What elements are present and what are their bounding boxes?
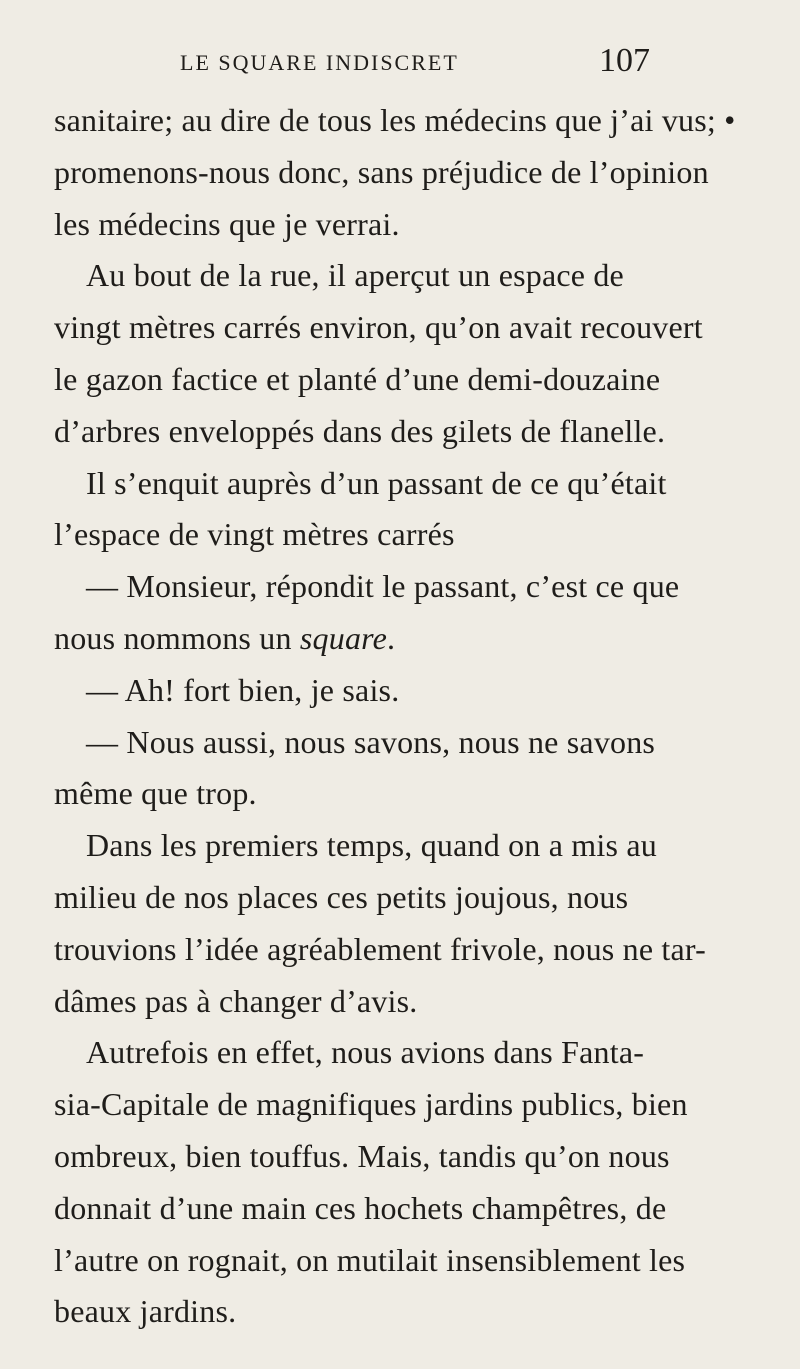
text-line: l’espace de vingt mètres carrés <box>54 516 455 553</box>
text-line: dâmes pas à changer d’avis. <box>54 982 418 1019</box>
text-line: Il s’enquit auprès d’un passant de ce qu’était <box>86 464 667 501</box>
text-line: l’autre on rognait, on mutilait insensiblement les <box>54 1241 686 1278</box>
text-line: même que trop. <box>54 775 257 812</box>
text-line: les médecins que je verrai. <box>54 205 400 242</box>
text-segment: nous nommons un <box>54 619 300 656</box>
text-line: promenons-nous donc, sans préjudice de l’opinion <box>54 153 709 190</box>
text-line: — Ah! fort bien, je sais. <box>86 671 400 708</box>
text-line: beaux jardins. <box>54 1293 237 1330</box>
text-line: Autrefois en effet, nous avions dans Fanta- <box>86 1034 645 1071</box>
text-line: milieu de nos places ces petits joujous, nous <box>54 878 629 915</box>
italic-word: square <box>299 619 388 656</box>
page-number: 107 <box>599 42 650 79</box>
text-line: donnait d’une main ces hochets champêtres, de <box>54 1189 667 1226</box>
running-header <box>180 42 650 82</box>
text-line: sia-Capitale de magnifiques jardins publics, bien <box>54 1086 688 1123</box>
text-line: trouvions l’idée agréablement frivole, nous ne tar- <box>54 930 706 967</box>
text-line: le gazon factice et planté d’une demi-douzaine <box>54 360 661 397</box>
text-line: Au bout de la rue, il aperçut un espace de <box>86 257 624 294</box>
text-line: — Nous aussi, nous savons, nous ne savons <box>86 723 656 760</box>
text-line: sanitaire; au dire de tous les médecins que j’ai vus; • <box>54 102 736 138</box>
text-line: ombreux, bien touffus. Mais, tandis qu’on nous <box>54 1137 670 1174</box>
text-line: — Monsieur, répondit le passant, c’est ce que <box>86 568 680 605</box>
body-text <box>54 95 774 1338</box>
running-title: LE SQUARE INDISCRET <box>180 50 459 75</box>
text-line: vingt mètres carrés environ, qu’on avait recouvert <box>54 309 703 346</box>
text-line <box>54 613 774 665</box>
text-line: Dans les premiers temps, quand on a mis au <box>86 827 657 864</box>
text-line: d’arbres enveloppés dans des gilets de flanelle. <box>54 412 666 449</box>
text-segment: . <box>387 619 396 656</box>
